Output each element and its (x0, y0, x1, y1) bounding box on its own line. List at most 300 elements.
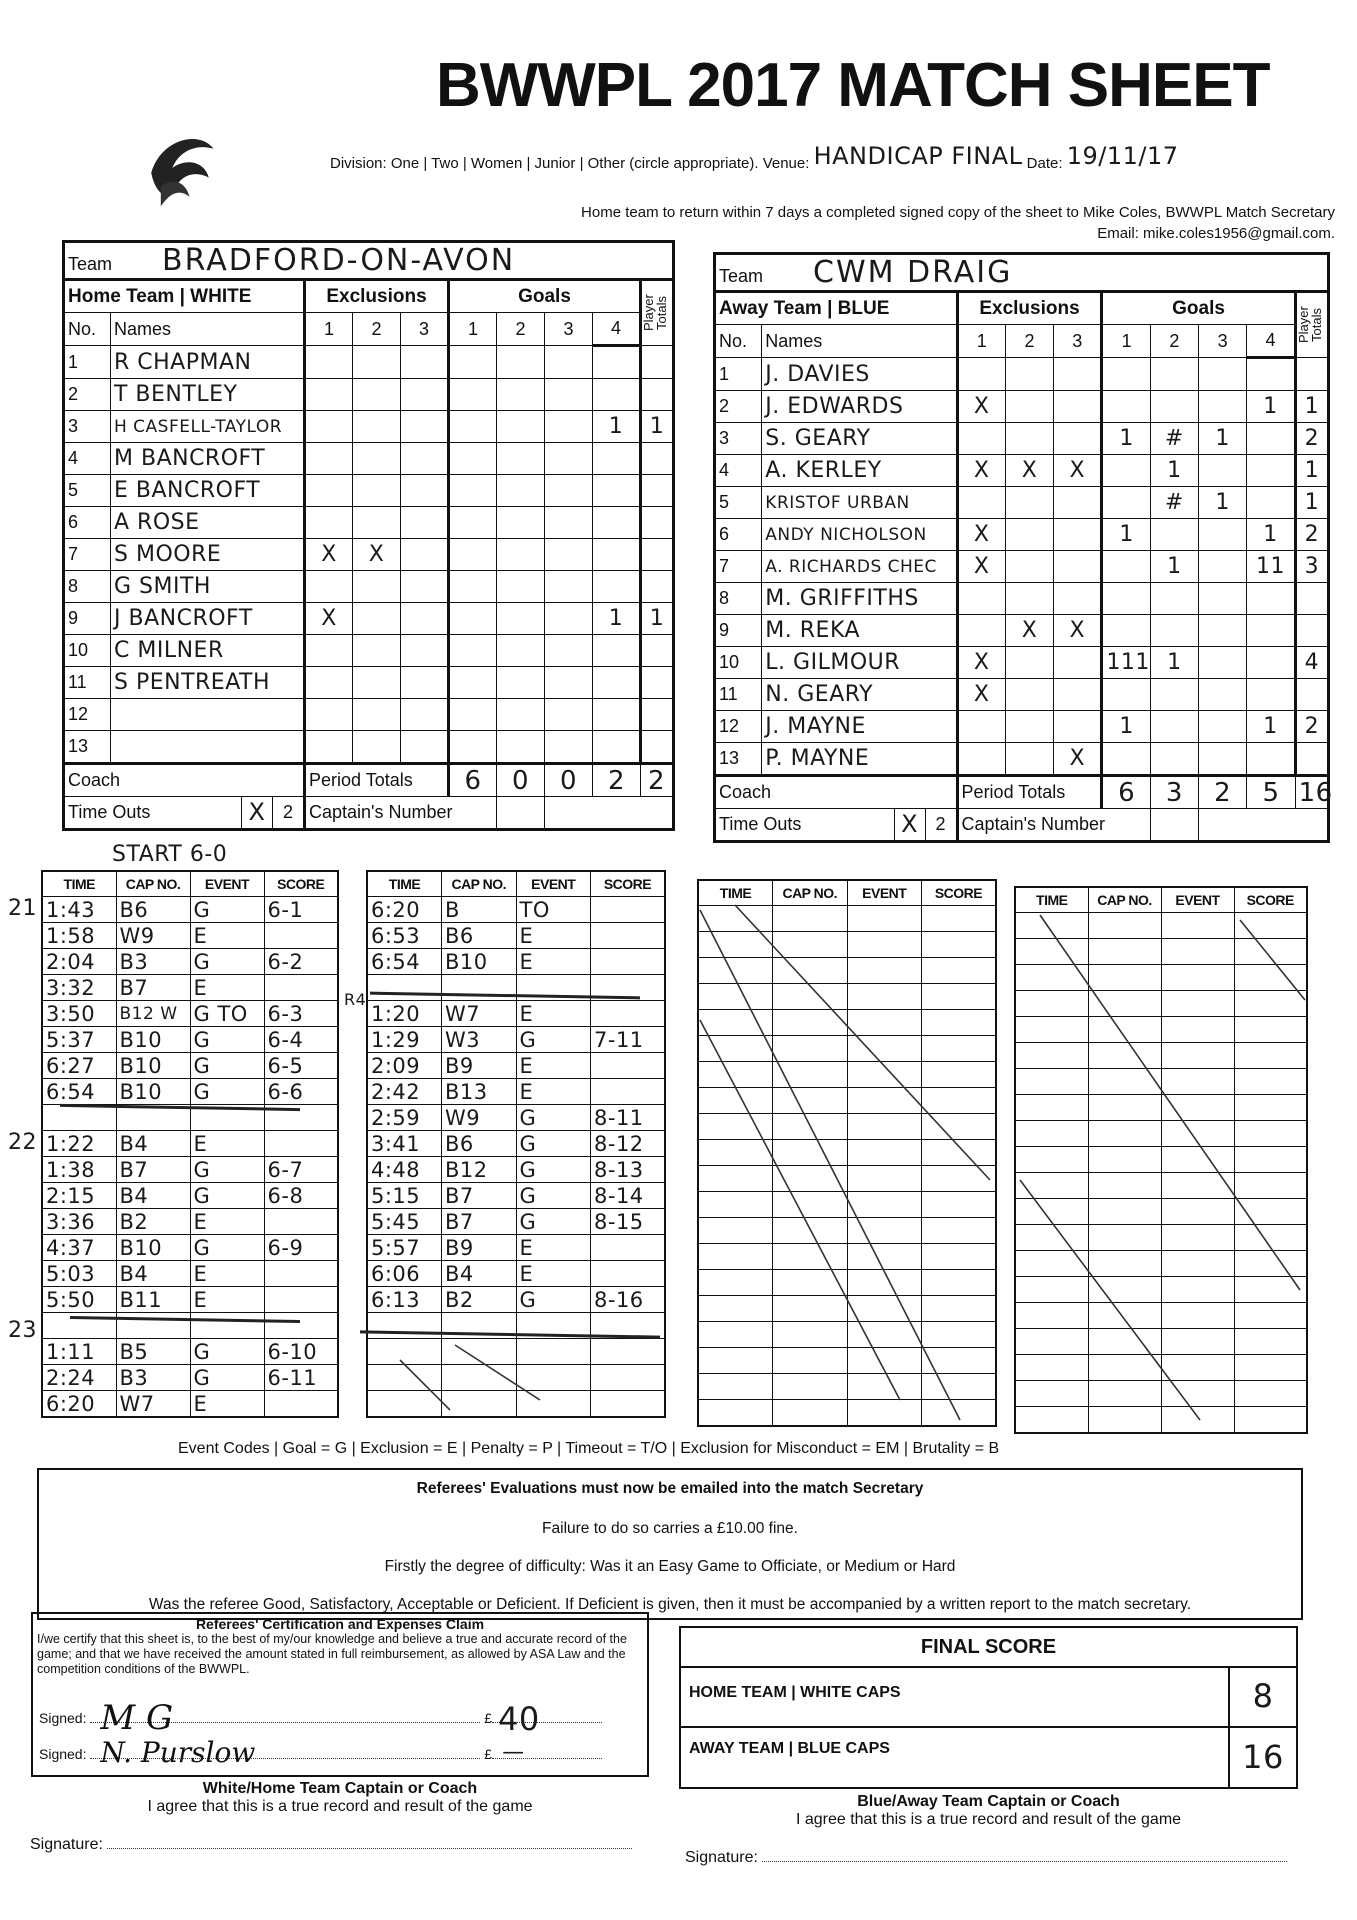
time-out-2[interactable]: 2 (272, 797, 303, 828)
event-cap[interactable] (1088, 1225, 1161, 1251)
exclusion-mark[interactable] (401, 411, 449, 443)
event-score[interactable] (922, 1062, 997, 1088)
goal-tally[interactable] (449, 603, 497, 635)
player-name[interactable]: J BANCROFT (111, 603, 305, 635)
exclusion-mark[interactable] (353, 346, 401, 379)
goal-tally[interactable] (1199, 519, 1247, 551)
event-score[interactable] (922, 958, 997, 984)
exclusion-mark[interactable]: X (957, 455, 1005, 487)
goal-tally[interactable] (545, 731, 593, 764)
event-time[interactable] (1015, 1355, 1088, 1381)
exclusion-mark[interactable] (353, 379, 401, 411)
captains-number-value[interactable] (1150, 809, 1198, 842)
event-cap[interactable] (1088, 1147, 1161, 1173)
event-score[interactable] (591, 1261, 666, 1287)
goal-tally[interactable] (1247, 647, 1295, 679)
event-score[interactable] (922, 1374, 997, 1400)
event-score[interactable] (922, 1348, 997, 1374)
event-time[interactable] (698, 1140, 773, 1166)
event-time[interactable] (698, 1374, 773, 1400)
captains-number-value[interactable] (497, 797, 545, 830)
event-cap[interactable]: B10 (116, 1079, 190, 1105)
exclusion-mark[interactable] (353, 635, 401, 667)
goal-tally[interactable] (545, 539, 593, 571)
goal-tally[interactable] (545, 699, 593, 731)
event-cap[interactable] (773, 984, 848, 1010)
goal-tally[interactable] (1199, 647, 1247, 679)
event-time[interactable] (1015, 1017, 1088, 1043)
event-event[interactable]: G (190, 1157, 264, 1183)
goal-tally[interactable]: # (1150, 423, 1198, 455)
event-score[interactable] (922, 1166, 997, 1192)
event-time[interactable]: 4:48 (367, 1157, 442, 1183)
event-cap[interactable] (773, 1114, 848, 1140)
event-score[interactable] (1234, 1121, 1307, 1147)
event-time[interactable] (1015, 1121, 1088, 1147)
event-cap[interactable] (442, 1365, 517, 1391)
exclusion-mark[interactable] (957, 583, 1005, 615)
event-score[interactable] (922, 1400, 997, 1427)
event-cap[interactable] (773, 1010, 848, 1036)
event-cap[interactable]: B7 (116, 1157, 190, 1183)
player-total[interactable]: 1 (1295, 487, 1328, 519)
event-event[interactable] (847, 1010, 922, 1036)
event-time[interactable]: 2:04 (42, 949, 116, 975)
event-score[interactable] (922, 1270, 997, 1296)
event-cap[interactable] (773, 906, 848, 932)
event-time[interactable] (1015, 991, 1088, 1017)
goal-tally[interactable] (1199, 583, 1247, 615)
event-event[interactable] (1161, 913, 1234, 939)
event-score[interactable] (591, 949, 666, 975)
goal-tally[interactable] (1150, 615, 1198, 647)
event-cap[interactable]: B4 (116, 1183, 190, 1209)
player-name[interactable]: J. MAYNE (762, 711, 957, 743)
goal-tally[interactable] (1150, 583, 1198, 615)
event-cap[interactable] (1088, 939, 1161, 965)
exclusion-mark[interactable] (353, 411, 401, 443)
event-cap[interactable]: B13 (442, 1079, 517, 1105)
event-cap[interactable]: B6 (442, 923, 517, 949)
event-time[interactable] (1015, 1381, 1088, 1407)
event-cap[interactable] (773, 1140, 848, 1166)
player-name[interactable]: J. DAVIES (762, 358, 957, 391)
event-cap[interactable] (1088, 1173, 1161, 1199)
event-event[interactable] (847, 1322, 922, 1348)
event-time[interactable]: 5:50 (42, 1287, 116, 1313)
event-cap[interactable] (773, 958, 848, 984)
event-cap[interactable] (1088, 1277, 1161, 1303)
exclusion-mark[interactable] (305, 635, 353, 667)
exclusion-mark[interactable] (305, 443, 353, 475)
event-score[interactable]: 6-2 (264, 949, 338, 975)
event-event[interactable]: G (190, 1079, 264, 1105)
exclusion-mark[interactable] (1054, 679, 1102, 711)
event-score[interactable]: 6-10 (264, 1339, 338, 1365)
exclusion-mark[interactable]: X (1005, 455, 1053, 487)
exclusion-mark[interactable] (957, 487, 1005, 519)
event-score[interactable] (1234, 1407, 1307, 1434)
goal-tally[interactable]: 1 (1150, 551, 1198, 583)
event-cap[interactable] (773, 1036, 848, 1062)
event-time[interactable]: 5:37 (42, 1027, 116, 1053)
event-score[interactable] (1234, 1069, 1307, 1095)
event-time[interactable]: 2:59 (367, 1105, 442, 1131)
event-event[interactable] (1161, 1277, 1234, 1303)
exclusion-mark[interactable] (1005, 743, 1053, 776)
event-event[interactable]: E (516, 1235, 591, 1261)
goal-tally[interactable]: 11 (1247, 551, 1295, 583)
event-time[interactable] (1015, 1173, 1088, 1199)
goal-tally[interactable] (497, 603, 545, 635)
goal-tally[interactable] (497, 411, 545, 443)
event-time[interactable]: 1:11 (42, 1339, 116, 1365)
event-event[interactable]: E (516, 1261, 591, 1287)
event-time[interactable]: 3:41 (367, 1131, 442, 1157)
event-event[interactable]: E (190, 1209, 264, 1235)
event-score[interactable] (1234, 965, 1307, 991)
referee-signature-2[interactable] (90, 1736, 480, 1769)
event-event[interactable]: G (190, 1339, 264, 1365)
event-time[interactable]: 1:38 (42, 1157, 116, 1183)
event-score[interactable] (591, 897, 666, 923)
exclusion-mark[interactable] (1054, 583, 1102, 615)
exclusion-mark[interactable] (305, 379, 353, 411)
goal-tally[interactable] (593, 571, 641, 603)
event-cap[interactable]: W7 (116, 1391, 190, 1418)
goal-tally[interactable] (593, 379, 641, 411)
event-time[interactable] (1015, 913, 1088, 939)
event-event[interactable] (1161, 1199, 1234, 1225)
goal-tally[interactable] (545, 603, 593, 635)
event-time[interactable] (698, 1244, 773, 1270)
event-score[interactable]: 6-3 (264, 1001, 338, 1027)
event-time[interactable]: 1:43 (42, 897, 116, 923)
goal-tally[interactable] (1150, 679, 1198, 711)
goal-tally[interactable] (1199, 679, 1247, 711)
event-cap[interactable]: B6 (116, 897, 190, 923)
event-event[interactable]: G (516, 1105, 591, 1131)
event-event[interactable] (190, 1313, 264, 1339)
player-total[interactable] (641, 475, 674, 507)
event-time[interactable] (367, 1365, 442, 1391)
goal-tally[interactable]: 1 (1102, 711, 1150, 743)
exclusion-mark[interactable]: X (957, 647, 1005, 679)
event-cap[interactable] (773, 1400, 848, 1427)
event-event[interactable]: G (516, 1287, 591, 1313)
event-cap[interactable] (773, 1244, 848, 1270)
event-event[interactable] (847, 932, 922, 958)
event-event[interactable]: E (516, 1079, 591, 1105)
event-event[interactable] (1161, 1225, 1234, 1251)
event-cap[interactable] (442, 1391, 517, 1418)
exclusion-mark[interactable] (305, 507, 353, 539)
event-score[interactable] (1234, 1329, 1307, 1355)
player-total[interactable] (641, 635, 674, 667)
event-time[interactable] (1015, 1147, 1088, 1173)
event-time[interactable] (1015, 1069, 1088, 1095)
player-total[interactable] (641, 539, 674, 571)
event-cap[interactable] (773, 1296, 848, 1322)
goal-tally[interactable] (1150, 391, 1198, 423)
player-name[interactable]: M. REKA (762, 615, 957, 647)
event-event[interactable] (1161, 1303, 1234, 1329)
goal-tally[interactable] (1199, 711, 1247, 743)
exclusion-mark[interactable] (1054, 711, 1102, 743)
event-time[interactable] (698, 1010, 773, 1036)
player-total[interactable]: 4 (1295, 647, 1328, 679)
goal-tally[interactable] (593, 635, 641, 667)
event-cap[interactable]: B (442, 897, 517, 923)
event-score[interactable] (922, 906, 997, 932)
event-cap[interactable] (1088, 1251, 1161, 1277)
goal-tally[interactable] (449, 443, 497, 475)
exclusion-mark[interactable] (305, 411, 353, 443)
event-event[interactable] (847, 1244, 922, 1270)
goal-tally[interactable] (545, 346, 593, 379)
event-score[interactable]: 8-15 (591, 1209, 666, 1235)
goal-tally[interactable]: 1 (1150, 647, 1198, 679)
event-cap[interactable]: B2 (442, 1287, 517, 1313)
goal-tally[interactable] (545, 667, 593, 699)
event-cap[interactable]: B12 (442, 1157, 517, 1183)
event-cap[interactable] (773, 1062, 848, 1088)
event-cap[interactable] (1088, 1069, 1161, 1095)
time-out-2[interactable]: 2 (925, 809, 956, 840)
event-event[interactable]: G (516, 1027, 591, 1053)
event-time[interactable] (698, 1322, 773, 1348)
event-score[interactable] (922, 1322, 997, 1348)
event-score[interactable] (1234, 939, 1307, 965)
player-name[interactable]: A ROSE (111, 507, 305, 539)
goal-tally[interactable] (1102, 679, 1150, 711)
player-total[interactable]: 1 (1295, 391, 1328, 423)
exclusion-mark[interactable] (401, 731, 449, 764)
goal-tally[interactable]: 1 (1150, 455, 1198, 487)
player-name[interactable]: R CHAPMAN (111, 346, 305, 379)
goal-tally[interactable] (449, 346, 497, 379)
event-event[interactable]: E (190, 923, 264, 949)
player-total[interactable] (641, 699, 674, 731)
exclusion-mark[interactable] (401, 635, 449, 667)
event-score[interactable] (922, 1088, 997, 1114)
player-total[interactable] (1295, 743, 1328, 776)
event-time[interactable] (1015, 1095, 1088, 1121)
event-time[interactable]: 6:06 (367, 1261, 442, 1287)
goal-tally[interactable]: 1 (1199, 423, 1247, 455)
event-time[interactable] (698, 1270, 773, 1296)
event-event[interactable] (1161, 1043, 1234, 1069)
event-cap[interactable]: B10 (116, 1053, 190, 1079)
goal-tally[interactable] (545, 443, 593, 475)
event-cap[interactable]: B11 (116, 1287, 190, 1313)
goal-tally[interactable] (497, 507, 545, 539)
exclusion-mark[interactable] (1054, 551, 1102, 583)
event-score[interactable] (1234, 1147, 1307, 1173)
event-time[interactable] (698, 1218, 773, 1244)
exclusion-mark[interactable] (401, 379, 449, 411)
exclusion-mark[interactable] (1005, 391, 1053, 423)
goal-tally[interactable] (449, 571, 497, 603)
event-score[interactable]: 6-9 (264, 1235, 338, 1261)
referee-signature-1[interactable] (90, 1698, 480, 1738)
goal-tally[interactable]: 1 (1247, 391, 1295, 423)
event-event[interactable] (1161, 1407, 1234, 1434)
exclusion-mark[interactable] (401, 667, 449, 699)
event-score[interactable]: 8-14 (591, 1183, 666, 1209)
event-time[interactable]: 3:50 (42, 1001, 116, 1027)
event-time[interactable]: 5:57 (367, 1235, 442, 1261)
goal-tally[interactable] (497, 667, 545, 699)
goal-tally[interactable]: 1 (1247, 519, 1295, 551)
exclusion-mark[interactable]: X (1005, 615, 1053, 647)
event-event[interactable] (1161, 1355, 1234, 1381)
event-score[interactable]: 6-5 (264, 1053, 338, 1079)
event-score[interactable] (922, 932, 997, 958)
event-cap[interactable]: B3 (116, 1365, 190, 1391)
event-score[interactable]: 8-11 (591, 1105, 666, 1131)
exclusion-mark[interactable] (353, 571, 401, 603)
event-time[interactable]: 3:36 (42, 1209, 116, 1235)
event-event[interactable]: G (190, 1365, 264, 1391)
goal-tally[interactable] (497, 379, 545, 411)
event-time[interactable]: 2:24 (42, 1365, 116, 1391)
goal-tally[interactable]: 1 (1102, 423, 1150, 455)
event-event[interactable] (847, 1218, 922, 1244)
player-total[interactable]: 1 (641, 603, 674, 635)
player-name[interactable]: H CASFELL-TAYLOR (111, 411, 305, 443)
event-event[interactable] (847, 984, 922, 1010)
player-name[interactable]: C MILNER (111, 635, 305, 667)
event-time[interactable] (698, 1400, 773, 1427)
goal-tally[interactable] (1247, 615, 1295, 647)
event-score[interactable] (922, 1036, 997, 1062)
event-event[interactable] (1161, 1147, 1234, 1173)
exclusion-mark[interactable] (401, 571, 449, 603)
event-score[interactable] (264, 1131, 338, 1157)
time-out-1[interactable]: X (894, 809, 925, 840)
goal-tally[interactable] (449, 667, 497, 699)
goal-tally[interactable] (593, 475, 641, 507)
event-time[interactable] (1015, 965, 1088, 991)
event-time[interactable]: 2:42 (367, 1079, 442, 1105)
exclusion-mark[interactable]: X (957, 551, 1005, 583)
event-score[interactable]: 8-13 (591, 1157, 666, 1183)
exclusion-mark[interactable]: X (957, 679, 1005, 711)
goal-tally[interactable] (593, 731, 641, 764)
event-event[interactable] (1161, 1381, 1234, 1407)
goal-tally[interactable]: 1 (593, 411, 641, 443)
goal-tally[interactable] (1199, 455, 1247, 487)
goal-tally[interactable] (545, 379, 593, 411)
event-event[interactable] (847, 906, 922, 932)
player-total[interactable]: 3 (1295, 551, 1328, 583)
exclusion-mark[interactable] (305, 346, 353, 379)
event-score[interactable] (591, 1365, 666, 1391)
event-cap[interactable]: B7 (442, 1183, 517, 1209)
exclusion-mark[interactable] (957, 743, 1005, 776)
exclusion-mark[interactable] (1054, 358, 1102, 391)
home-signature-field[interactable] (107, 1834, 632, 1849)
event-event[interactable] (847, 1140, 922, 1166)
goal-tally[interactable] (497, 731, 545, 764)
event-time[interactable] (1015, 1329, 1088, 1355)
event-event[interactable] (1161, 965, 1234, 991)
event-event[interactable] (847, 1270, 922, 1296)
goal-tally[interactable] (449, 731, 497, 764)
event-event[interactable] (847, 1192, 922, 1218)
goal-tally[interactable]: # (1150, 487, 1198, 519)
goal-tally[interactable] (449, 539, 497, 571)
exclusion-mark[interactable]: X (1054, 615, 1102, 647)
goal-tally[interactable] (1247, 358, 1295, 391)
team-name[interactable]: BRADFORD-ON-AVON (162, 243, 516, 278)
event-time[interactable] (698, 1088, 773, 1114)
event-time[interactable] (1015, 1225, 1088, 1251)
expense-amount-2[interactable] (492, 1740, 602, 1765)
goal-tally[interactable] (1150, 711, 1198, 743)
goal-tally[interactable] (497, 539, 545, 571)
event-score[interactable] (922, 1010, 997, 1036)
event-cap[interactable] (442, 1339, 517, 1365)
player-total[interactable]: 1 (1295, 455, 1328, 487)
event-cap[interactable] (1088, 1303, 1161, 1329)
player-name[interactable]: E BANCROFT (111, 475, 305, 507)
goal-tally[interactable] (545, 507, 593, 539)
goal-tally[interactable] (1150, 743, 1198, 776)
event-event[interactable] (847, 1166, 922, 1192)
event-event[interactable] (1161, 1017, 1234, 1043)
goal-tally[interactable] (1247, 679, 1295, 711)
event-event[interactable]: E (190, 1287, 264, 1313)
goal-tally[interactable]: 1 (593, 603, 641, 635)
event-cap[interactable] (1088, 1121, 1161, 1147)
event-score[interactable] (1234, 1355, 1307, 1381)
player-total[interactable] (641, 379, 674, 411)
goal-tally[interactable] (545, 475, 593, 507)
event-cap[interactable]: W9 (442, 1105, 517, 1131)
exclusion-mark[interactable] (401, 346, 449, 379)
event-event[interactable]: E (516, 923, 591, 949)
exclusion-mark[interactable] (401, 475, 449, 507)
player-total[interactable]: 2 (1295, 519, 1328, 551)
event-time[interactable] (698, 1166, 773, 1192)
exclusion-mark[interactable] (1054, 519, 1102, 551)
event-event[interactable] (847, 1036, 922, 1062)
event-event[interactable]: E (516, 949, 591, 975)
event-score[interactable] (1234, 1381, 1307, 1407)
event-event[interactable] (847, 1348, 922, 1374)
event-score[interactable] (264, 923, 338, 949)
event-event[interactable] (516, 1391, 591, 1418)
event-event[interactable]: G TO (190, 1001, 264, 1027)
exclusion-mark[interactable] (305, 571, 353, 603)
event-event[interactable]: E (190, 1391, 264, 1418)
exclusion-mark[interactable] (1005, 487, 1053, 519)
event-event[interactable]: G (516, 1209, 591, 1235)
event-time[interactable] (698, 1114, 773, 1140)
goal-tally[interactable] (1102, 743, 1150, 776)
goal-tally[interactable] (593, 667, 641, 699)
event-score[interactable] (922, 1114, 997, 1140)
event-score[interactable] (1234, 1277, 1307, 1303)
exclusion-mark[interactable] (1005, 519, 1053, 551)
exclusion-mark[interactable] (353, 507, 401, 539)
event-time[interactable] (367, 975, 442, 1001)
event-cap[interactable] (1088, 1381, 1161, 1407)
event-event[interactable] (847, 1400, 922, 1427)
event-cap[interactable] (1088, 1043, 1161, 1069)
